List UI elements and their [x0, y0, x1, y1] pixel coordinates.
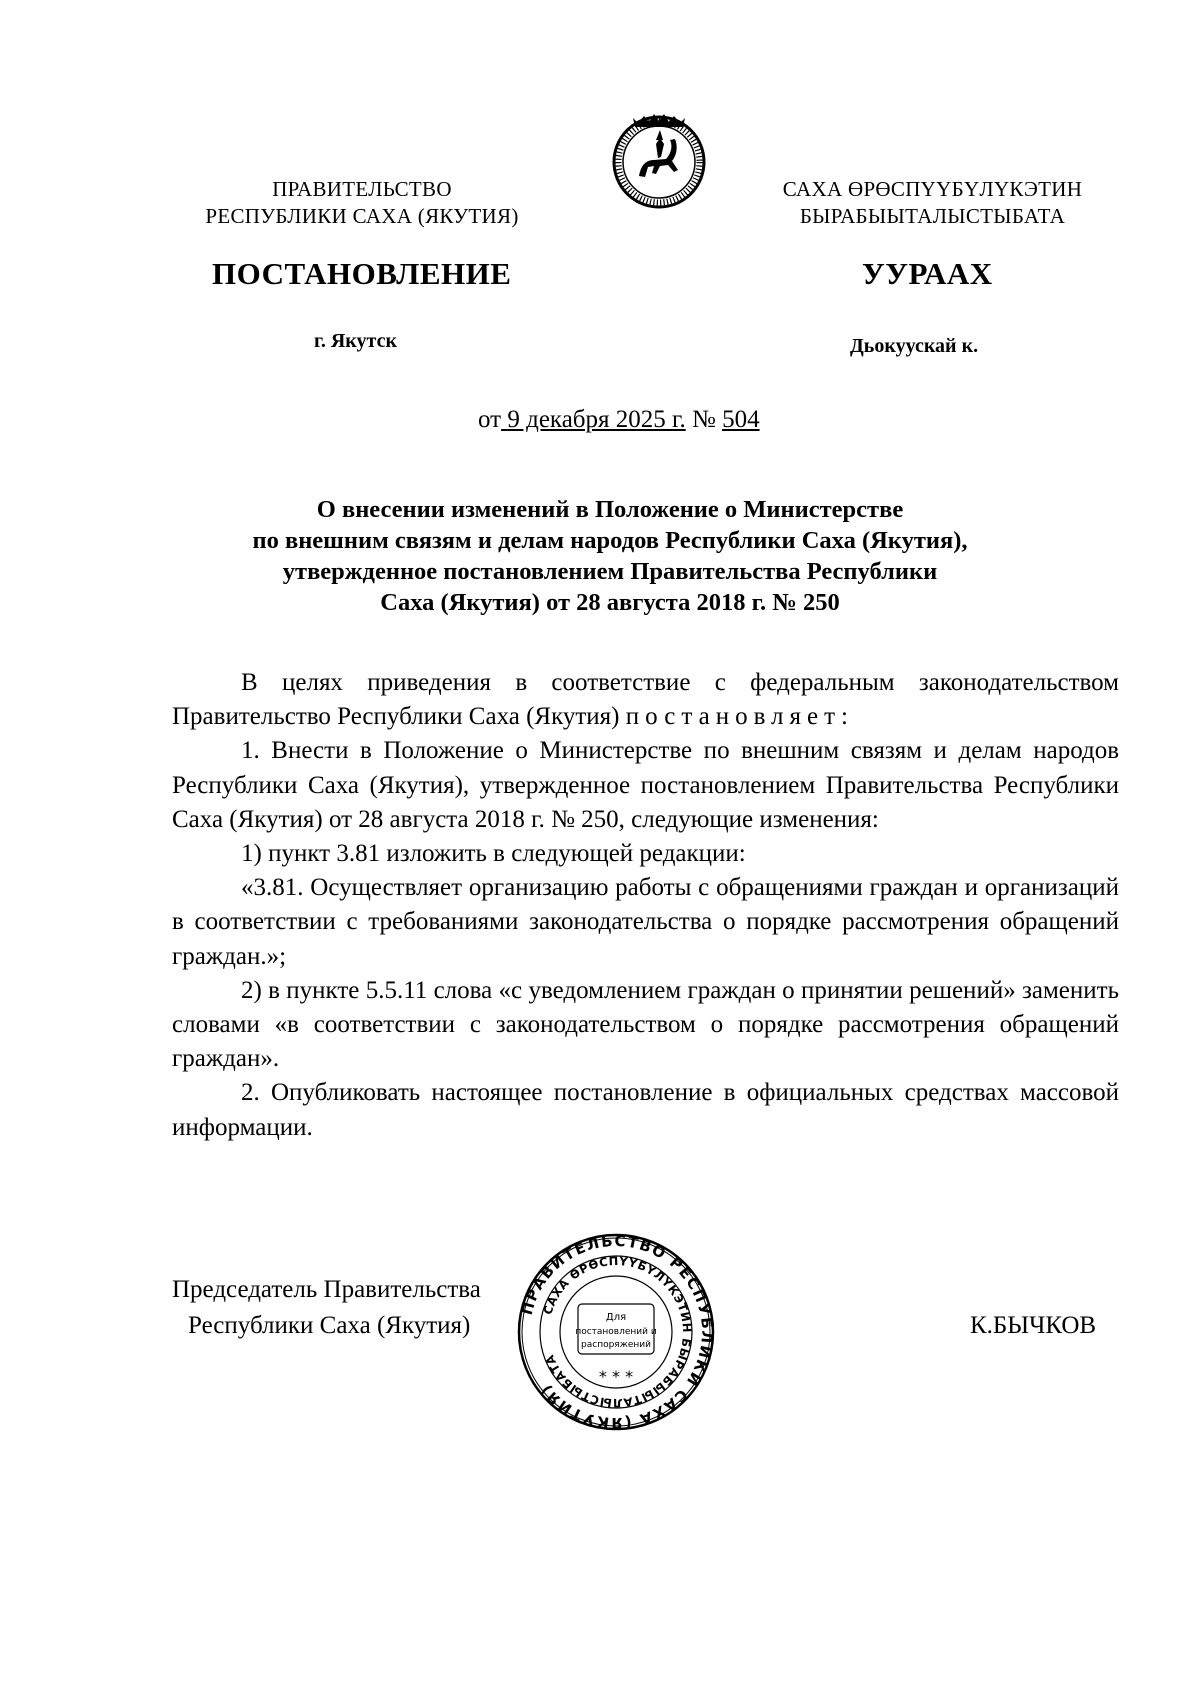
header-left-line2: РЕСПУБЛИКИ САХА (ЯКУТИЯ) — [205, 204, 519, 228]
stamp-seal-icon — [516, 1232, 716, 1432]
signature-position-line1: Председатель Правительства — [172, 1276, 481, 1303]
item-2: 2. Опубликовать настоящее постановление в официальных средствах массовой информации. — [172, 1079, 1119, 1141]
item-1-1: 1) пункт 3.81 изложить в следующей редакции: — [241, 840, 746, 868]
header-right — [745, 176, 1120, 230]
stamp-stars: * * * — [598, 1367, 634, 1386]
stamp-center-line1: Для — [605, 1312, 627, 1323]
coat-of-arms-icon — [608, 110, 710, 210]
header-right-line2: БЫРАБЫЫТАЛЫСТЫБАТА — [799, 204, 1066, 228]
signature-position — [172, 1272, 481, 1344]
preamble-text: В целях приведения в соответствие с федеральным законодательством Правительство Республики Саха (Якутия) — [172, 669, 1119, 731]
doc-type-left: ПОСТАНОВЛЕНИЕ — [212, 256, 512, 291]
document-body — [172, 666, 1119, 1145]
header-right-line1: САХА ӨРӨСПҮҮБҮЛҮКЭТИН — [782, 177, 1083, 201]
item-1-2: 2) в пункте 5.5.11 слова «с уведомлением граждан о принятии решений» заменить словами «в соответствии с законодательством о порядке рассмотрения обращений граждан». — [172, 976, 1119, 1073]
header-left — [172, 176, 552, 230]
number-prefix: № — [691, 406, 716, 433]
title-line1: О внесении изменений в Положение о Министерстве — [316, 496, 904, 523]
item-1: 1. Внести в Положение о Министерстве по внешним связям и делам народов Республики Саха (Якутия), утвержденное постановлением Правительства Республики Саха (Якутия) от 28 августа 2018 г. № 250, следующие изменения: — [172, 737, 1119, 833]
header-left-line1: ПРАВИТЕЛЬСТВО — [272, 177, 452, 201]
official-stamp — [516, 1232, 716, 1432]
document-number: 504 — [722, 406, 760, 433]
city-right: Дьокуускай к. — [850, 335, 979, 357]
stamp-outer-text: ПРАВИТЕЛЬСТВО РЕСПУБЛИКИ САХА (ЯКУТИЯ) — [517, 1232, 716, 1432]
title-line4: Саха (Якутия) от 28 августа 2018 г. № 250 — [380, 589, 840, 616]
stamp-center-line2: постановлений и — [575, 1327, 657, 1337]
document-title — [180, 494, 1040, 618]
document-date: 9 декабря 2025 г. — [507, 406, 686, 433]
stamp-inner-text: САХА ӨРӨСПҮҮБҮЛҮКЭТИН БЫРАБЫЫТАЛЫСТЫБАТА — [540, 1253, 695, 1411]
signature-position-line2: Республики Саха (Якутия) — [188, 1312, 471, 1339]
stamp-center-line3: распоряжений — [581, 1340, 651, 1350]
document-date-line — [478, 406, 760, 434]
title-line2: по внешним связям и делам народов Республики Саха (Якутия), — [252, 527, 968, 554]
coat-of-arms-emblem — [608, 110, 710, 210]
resolves-word: постановляет: — [625, 703, 854, 731]
city-left: г. Якутск — [314, 330, 397, 352]
item-1-1-text: «3.81. Осуществляет организацию работы с обращениями граждан и организаций в соответствии с требованиями законодательства о порядке рассмотрения обращений граждан.»; — [172, 874, 1119, 970]
title-line3: утвержденное постановлением Правительства Республики — [282, 558, 938, 585]
doc-type-right: УУРААХ — [862, 256, 993, 291]
date-prefix: от — [478, 406, 502, 433]
signature-name: К.БЫЧКОВ — [970, 1312, 1097, 1339]
preamble-paragraph — [172, 666, 1119, 734]
